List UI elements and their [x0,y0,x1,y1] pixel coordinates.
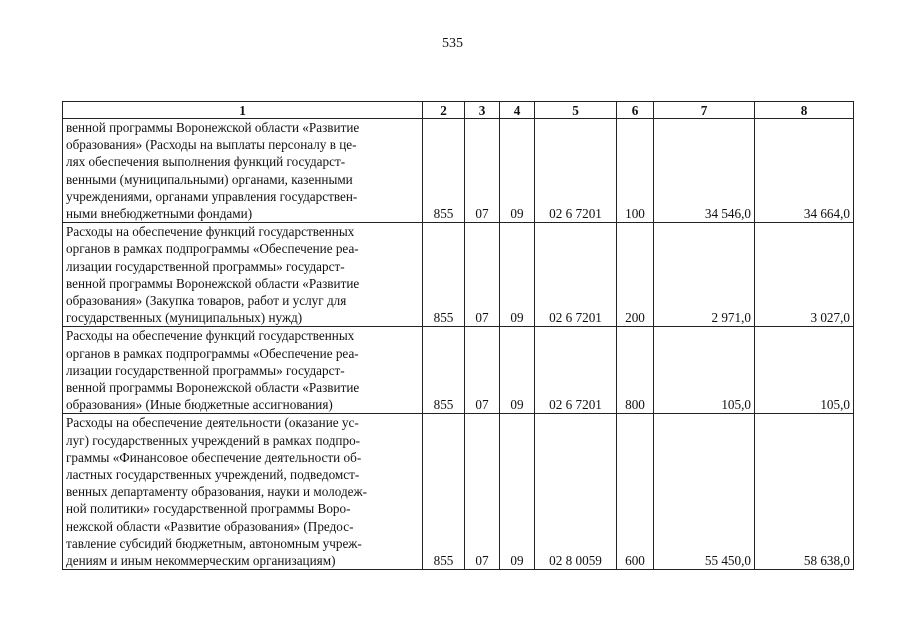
page-number: 535 [442,36,463,51]
subsection-code: 09 [500,327,535,414]
ministry-code: 855 [423,414,465,570]
header-row [63,102,854,119]
target-article-code: 02 6 7201 [535,327,617,414]
amount-col8: 105,0 [755,327,854,414]
column-header: 1 [63,102,423,119]
expense-type-code: 200 [617,223,654,327]
column-header: 2 [423,102,465,119]
table-row [63,223,854,327]
row-description: Расходы на обеспечение деятельности (оказание ус- луг) государственных учреждений в рамках подпро- граммы «Финансовое обеспечение деятельности об- ластных государственных учреждений, подведомст- венных департаменту образования, науки и молодеж- ной политики» государственной программы Воро- нежской области «Развитие образования» (Предос- тавление субсидий бюджетным, автономным учреж- дениям и иным некоммерческим организациям) [63,414,423,570]
section-code: 07 [465,223,500,327]
table-row [63,119,854,223]
column-header: 6 [617,102,654,119]
column-header: 4 [500,102,535,119]
column-header: 5 [535,102,617,119]
row-description: Расходы на обеспечение функций государственных органов в рамках подпрограммы «Обеспечение реа- лизации государственной программы» государст- венной программы Воронежской области «Развитие образования» (Закупка товаров, работ и услуг для государственных (муниципальных) нужд) [63,223,423,327]
subsection-code: 09 [500,414,535,570]
amount-col7: 2 971,0 [654,223,755,327]
amount-col7: 55 450,0 [654,414,755,570]
amount-col7: 105,0 [654,327,755,414]
section-code: 07 [465,119,500,223]
ministry-code: 855 [423,119,465,223]
ministry-code: 855 [423,327,465,414]
target-article-code: 02 6 7201 [535,119,617,223]
table-row [63,414,854,570]
row-description: венной программы Воронежской области «Развитие образования» (Расходы на выплаты персоналу в це- лях обеспечения выполнения функций государст- венными (муниципальными) органами, казенными учреждениями, органами управления государствен- ными внебюджетными фондами) [63,119,423,223]
section-code: 07 [465,414,500,570]
amount-col8: 58 638,0 [755,414,854,570]
amount-col8: 34 664,0 [755,119,854,223]
expense-type-code: 800 [617,327,654,414]
column-header: 3 [465,102,500,119]
table-row [63,327,854,414]
amount-col8: 3 027,0 [755,223,854,327]
subsection-code: 09 [500,119,535,223]
ministry-code: 855 [423,223,465,327]
expense-type-code: 600 [617,414,654,570]
amount-col7: 34 546,0 [654,119,755,223]
target-article-code: 02 8 0059 [535,414,617,570]
expense-type-code: 100 [617,119,654,223]
subsection-code: 09 [500,223,535,327]
column-header: 8 [755,102,854,119]
section-code: 07 [465,327,500,414]
target-article-code: 02 6 7201 [535,223,617,327]
column-header: 7 [654,102,755,119]
row-description: Расходы на обеспечение функций государственных органов в рамках подпрограммы «Обеспечение реа- лизации государственной программы» государст- венной программы Воронежской области «Развитие образования» (Иные бюджетные ассигнования) [63,327,423,414]
budget-table [62,101,854,570]
